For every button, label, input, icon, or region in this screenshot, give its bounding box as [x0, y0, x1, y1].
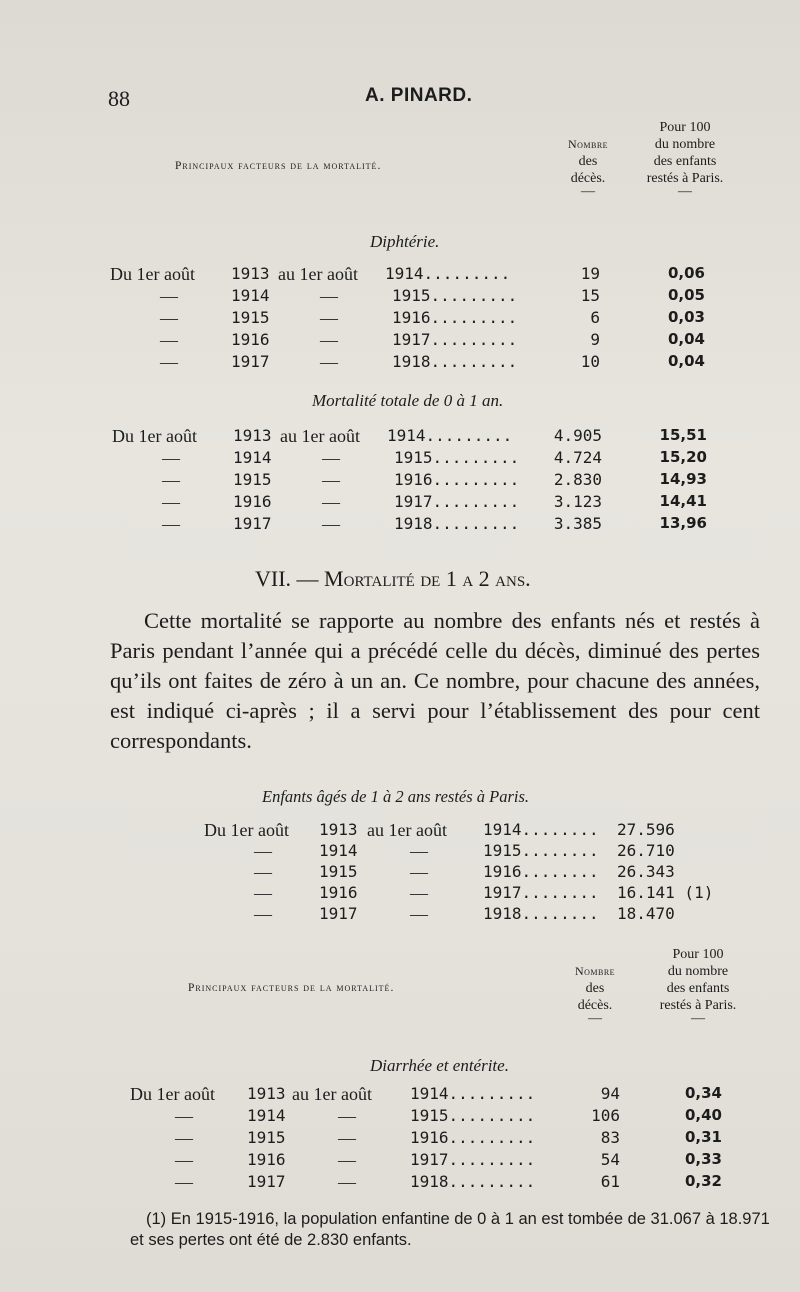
period-end-label: au 1er août — [367, 820, 447, 840]
period-end-label: — — [338, 1106, 356, 1126]
period-start-label: — — [254, 862, 272, 882]
table-row — [0, 1150, 800, 1171]
start-year: 1915 — [233, 470, 272, 489]
start-year: 1916 — [319, 883, 358, 902]
percent-value: 15,51 — [659, 426, 707, 444]
table-row — [0, 1172, 800, 1193]
table-row — [0, 1128, 800, 1149]
column-header-percent — [625, 119, 745, 197]
period-start-label: — — [160, 286, 178, 306]
end-year: 1915......... — [394, 448, 520, 467]
period-start-label: — — [175, 1172, 193, 1192]
body-paragraph: Cette mortalité se rapporte au nombre des enfants nés et restés à Paris pendant l’année qui a précédé celle du décès, diminué des pertes qu’ils ont faites de zéro à un an. Ce nombre, pour chacune des années, est indiqué ci-après ; il a servi pour l’établissement des pour cent correspondants. — [110, 608, 760, 753]
start-year: 1914 — [233, 448, 272, 467]
table-row — [0, 352, 800, 373]
period-start-label: — — [175, 1150, 193, 1170]
deaths-value: 10 — [580, 352, 600, 371]
children-count: 16.141 (1) — [617, 883, 714, 902]
end-year: 1916......... — [394, 470, 520, 489]
col-deaths-line: Nombre — [574, 964, 616, 978]
col-deaths-line: des — [585, 981, 605, 996]
period-start-label: Du 1er août — [112, 426, 197, 446]
period-end-label: au 1er août — [280, 426, 360, 446]
start-year: 1916 — [233, 492, 272, 511]
table-row — [0, 308, 800, 329]
start-year: 1917 — [233, 514, 272, 533]
col-percent-line: Pour 100 — [672, 947, 724, 962]
start-year: 1915 — [247, 1128, 286, 1147]
period-end-label: — — [410, 904, 428, 924]
factors-label: Principaux facteurs de la mortalité. — [188, 982, 395, 994]
period-end-label: — — [338, 1128, 356, 1148]
table-row — [0, 470, 800, 491]
section-title-diphtheria: Diphtérie. — [370, 232, 440, 251]
percent-value: 14,93 — [659, 470, 707, 488]
chapter-heading: Mortalité de 1 a 2 ans. — [324, 566, 531, 591]
deaths-value: 4.905 — [553, 426, 602, 445]
start-year: 1914 — [247, 1106, 286, 1125]
factors-label: Principaux facteurs de la mortalité. — [175, 160, 382, 172]
start-year: 1914 — [231, 286, 270, 305]
end-year: 1918......... — [394, 514, 520, 533]
period-start-label: — — [175, 1128, 193, 1148]
start-year: 1913 — [233, 426, 272, 445]
period-end-label: au 1er août — [278, 264, 358, 284]
end-year: 1914........ — [483, 820, 599, 839]
start-year: 1915 — [231, 308, 270, 327]
children-count: 27.596 — [617, 820, 675, 839]
period-end-label: — — [338, 1150, 356, 1170]
end-year: 1918......... — [392, 352, 518, 371]
period-start-label: — — [254, 904, 272, 924]
end-year: 1917......... — [410, 1150, 536, 1169]
column-header-deaths — [548, 136, 628, 197]
period-end-label: — — [322, 514, 340, 534]
period-start-label: — — [162, 514, 180, 534]
col-percent-line: du nombre — [654, 137, 716, 152]
col-percent-line: du nombre — [667, 964, 729, 979]
start-year: 1913 — [247, 1084, 286, 1103]
table-row — [0, 514, 800, 535]
table-row — [0, 820, 800, 841]
table-row — [0, 286, 800, 307]
column-header-deaths — [555, 963, 635, 1024]
end-year: 1915........ — [483, 841, 599, 860]
period-end-label: au 1er août — [292, 1084, 372, 1104]
percent-value: 0,04 — [667, 352, 705, 370]
period-end-label: — — [410, 883, 428, 903]
percent-value: 0,31 — [684, 1128, 722, 1146]
col-percent-line: restés à Paris. — [646, 171, 724, 186]
table-row — [0, 862, 800, 883]
children-table-title: Enfants âgés de 1 à 2 ans restés à Paris. — [262, 787, 530, 806]
deaths-value: 3.123 — [553, 492, 602, 511]
period-start-label: — — [254, 841, 272, 861]
table-row — [0, 1084, 800, 1105]
column-header-percent — [638, 946, 758, 1024]
start-year: 1916 — [247, 1150, 286, 1169]
deaths-value: 15 — [580, 286, 600, 305]
period-end-label: — — [410, 841, 428, 861]
start-year: 1917 — [319, 904, 358, 923]
start-year: 1915 — [319, 862, 358, 881]
percent-value: 0,33 — [684, 1150, 722, 1168]
start-year: 1913 — [231, 264, 270, 283]
percent-value: 0,04 — [667, 330, 705, 348]
col-deaths-line: décès. — [577, 998, 613, 1013]
end-year: 1917......... — [394, 492, 520, 511]
running-head: A. PINARD. — [365, 85, 473, 106]
table-row — [0, 264, 800, 285]
period-start-label: — — [162, 492, 180, 512]
children-count: 18.470 — [617, 904, 675, 923]
period-start-label: — — [160, 308, 178, 328]
start-year: 1917 — [247, 1172, 286, 1191]
period-end-label: — — [320, 330, 338, 350]
table-row — [0, 904, 800, 925]
header-rule: — — [588, 1011, 602, 1026]
deaths-value: 54 — [600, 1150, 620, 1169]
table-row — [0, 426, 800, 447]
header-rule: — — [691, 1011, 705, 1026]
page-number: 88 — [108, 86, 130, 111]
table-row — [0, 492, 800, 513]
percent-value: 13,96 — [659, 514, 707, 532]
col-percent-line: restés à Paris. — [659, 998, 737, 1013]
end-year: 1917......... — [392, 330, 518, 349]
deaths-value: 4.724 — [553, 448, 602, 467]
end-year: 1914......... — [410, 1084, 536, 1103]
col-percent-line: des enfants — [666, 981, 730, 996]
deaths-value: 9 — [590, 330, 600, 349]
period-end-label: — — [320, 352, 338, 372]
start-year: 1913 — [319, 820, 358, 839]
deaths-value: 6 — [590, 308, 600, 327]
table-row — [0, 841, 800, 862]
percent-value: 0,32 — [684, 1172, 722, 1190]
end-year: 1915......... — [392, 286, 518, 305]
period-start-label: Du 1er août — [204, 820, 289, 840]
col-percent-line: des enfants — [653, 154, 717, 169]
children-count: 26.343 — [617, 862, 675, 881]
period-start-label: — — [175, 1106, 193, 1126]
percent-value: 0,06 — [667, 264, 705, 282]
percent-value: 0,05 — [667, 286, 705, 304]
end-year: 1914......... — [385, 264, 511, 283]
header-rule: — — [678, 184, 692, 199]
deaths-value: 94 — [600, 1084, 620, 1103]
period-end-label: — — [320, 308, 338, 328]
section-title-total-mortality: Mortalité totale de 0 à 1 an. — [312, 391, 504, 410]
children-count: 26.710 — [617, 841, 675, 860]
period-end-label: — — [322, 492, 340, 512]
deaths-value: 2.830 — [553, 470, 602, 489]
chapter-title — [255, 566, 531, 592]
col-deaths-line: Nombre — [567, 137, 609, 151]
percent-value: 0,34 — [684, 1084, 722, 1102]
period-end-label: — — [322, 470, 340, 490]
col-deaths-line: des — [578, 154, 598, 169]
end-year: 1915......... — [410, 1106, 536, 1125]
period-start-label: Du 1er août — [130, 1084, 215, 1104]
percent-value: 0,03 — [667, 308, 705, 326]
period-start-label: — — [160, 352, 178, 372]
percent-value: 15,20 — [659, 448, 707, 466]
col-percent-line: Pour 100 — [659, 120, 711, 135]
period-end-label: — — [320, 286, 338, 306]
end-year: 1914......... — [387, 426, 513, 445]
header-rule: — — [581, 184, 595, 199]
percent-value: 0,40 — [684, 1106, 722, 1124]
end-year: 1918........ — [483, 904, 599, 923]
period-end-label: — — [410, 862, 428, 882]
end-year: 1916......... — [392, 308, 518, 327]
table-row — [0, 448, 800, 469]
deaths-value: 83 — [600, 1128, 620, 1147]
deaths-value: 106 — [591, 1106, 620, 1125]
deaths-value: 3.385 — [553, 514, 602, 533]
table-row — [0, 330, 800, 351]
period-start-label: — — [160, 330, 178, 350]
end-year: 1916........ — [483, 862, 599, 881]
col-deaths-line: décès. — [570, 171, 606, 186]
period-start-label: — — [162, 470, 180, 490]
period-end-label: — — [338, 1172, 356, 1192]
start-year: 1916 — [231, 330, 270, 349]
end-year: 1916......... — [410, 1128, 536, 1147]
deaths-value: 19 — [580, 264, 600, 283]
period-start-label: — — [254, 883, 272, 903]
section-title-diarrhea: Diarrhée et entérite. — [370, 1056, 509, 1075]
period-start-label: Du 1er août — [110, 264, 195, 284]
table-row — [0, 883, 800, 904]
period-end-label: — — [322, 448, 340, 468]
start-year: 1914 — [319, 841, 358, 860]
end-year: 1918......... — [410, 1172, 536, 1191]
deaths-value: 61 — [600, 1172, 620, 1191]
start-year: 1917 — [231, 352, 270, 371]
footnote: (1) En 1915-1916, la population enfantine de 0 à 1 an est tombée de 31.067 à 18.971 et ses pertes ont été de 2.830 enfants. — [130, 1210, 770, 1249]
period-start-label: — — [162, 448, 180, 468]
chapter-number: VII. — — [255, 566, 325, 591]
table-row — [0, 1106, 800, 1127]
percent-value: 14,41 — [659, 492, 707, 510]
end-year: 1917........ — [483, 883, 599, 902]
